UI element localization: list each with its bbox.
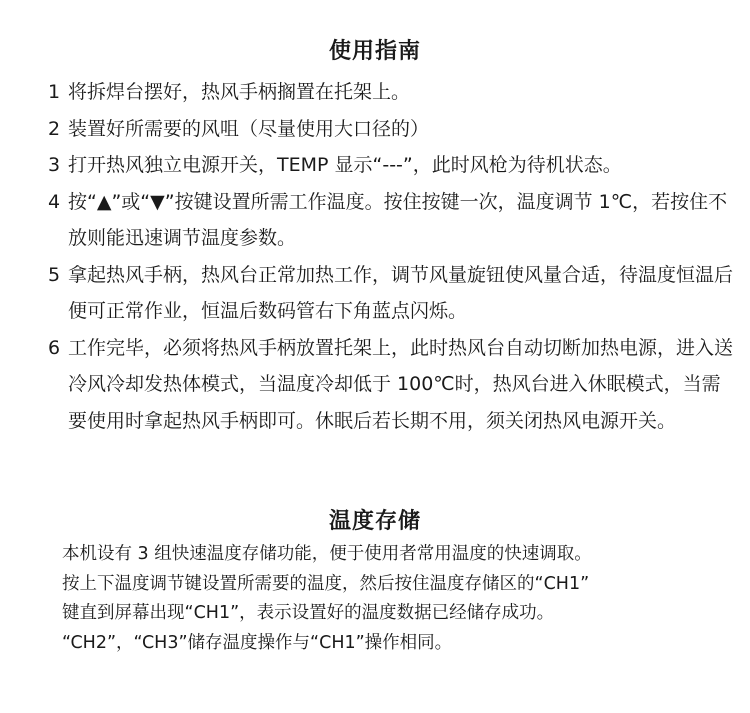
guide-title: 使用指南 [328, 39, 421, 64]
storage-line: 按上下温度调节键设置所需要的温度，然后按住温度存储区的“CH1” [62, 573, 590, 594]
guide-item-text: 工作完毕，必须将热风手柄放置托架上，此时热风台自动切断加热电源，进入送 冷风冷却发热体模式，当温度冷却低于 100℃时，热风台进入休眠模式，当需要使用时拿起热风手柄即可。休眠后若长期不用，须关闭热风电源开关。 [68, 336, 734, 432]
guide-item-text: 拿起热风手柄，热风台正常加热工作，调节风量旋钮使风量合适，待温度恒温后便可正常作业，恒温后数码管右下角蓝点闪烁。 [68, 263, 734, 322]
guide-item-text: 打开热风独立电源开关，TEMP 显示“---”，此时风枪为待机状态。 [68, 154, 622, 176]
storage-title: 温度存储 [328, 509, 421, 534]
storage-line: 本机设有 3 组快速温度存储功能，便于使用者常用温度的快速调取。 [62, 544, 592, 564]
guide-item-text: 将拆焊台摆好，热风手柄搁置在托架上。 [68, 81, 411, 103]
guide-item-number: 1 [48, 81, 61, 103]
guide-item-2 [48, 111, 738, 148]
guide-item-6 [48, 330, 738, 440]
guide-item-number: 6 [48, 336, 61, 359]
guide-item-number: 5 [48, 263, 61, 286]
guide-item-text: 按“▲”或“▼”按键设置所需工作温度。按住按键一次，温度调节 1℃，若按住不放则能迅速调节温度参数。 [68, 190, 728, 249]
guide-item-4 [48, 184, 738, 257]
guide-item-number: 2 [48, 117, 61, 140]
guide-item-1 [48, 74, 738, 111]
storage-section [62, 540, 742, 658]
guide-item-5 [48, 257, 738, 330]
guide-list [48, 74, 738, 439]
guide-item-number: 3 [48, 154, 61, 176]
guide-item-text: 装置好所需要的风咀（尽量使用大口径的） [68, 117, 430, 140]
guide-item-3 [48, 147, 738, 184]
storage-line: “CH2”，“CH3”储存温度操作与“CH1”操作相同。 [62, 632, 453, 653]
guide-item-number: 4 [48, 190, 61, 213]
storage-line: 键直到屏幕出现“CH1”，表示设置好的温度数据已经储存成功。 [62, 603, 555, 623]
